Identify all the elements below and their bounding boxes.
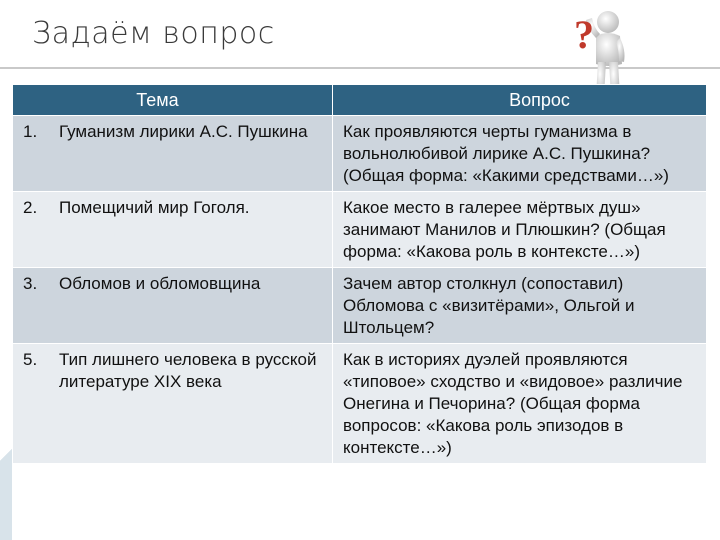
header-topic: Тема — [13, 85, 333, 116]
table-header-row — [13, 85, 707, 116]
header-question: Вопрос — [333, 85, 707, 116]
topics-table — [12, 84, 707, 464]
row-number: 2. — [23, 198, 38, 217]
topic-cell — [13, 116, 333, 192]
page-title: Задаём вопрос — [32, 16, 275, 51]
question-cell: Как проявляются черты гуманизма в вольнолюбивой лирике А.С. Пушкина? (Общая форма: «Какими средствами…») — [333, 116, 707, 192]
topic-text: Помещичий мир Гоголя. — [59, 198, 250, 217]
topic-text: Обломов и обломовщина — [59, 274, 261, 293]
question-cell: Как в историях дуэлей проявляются «типовое» сходство и «видовое» различие Онегина и Печорина? (Общая форма вопросов: «Какова роль эпизодов в контексте…») — [333, 344, 707, 464]
table-row — [13, 268, 707, 344]
topic-cell — [13, 268, 333, 344]
row-number: 3. — [23, 274, 38, 293]
row-number: 5. — [23, 350, 38, 369]
topic-cell — [13, 192, 333, 268]
topic-cell — [13, 344, 333, 464]
table-row — [13, 344, 707, 464]
topic-text: Тип лишнего человека в русской литературе XIX века — [59, 350, 317, 391]
question-cell: Какое место в галерее мёртвых душ» занимают Манилов и Плюшкин? (Общая форма: «Какова роль в контексте…») — [333, 192, 707, 268]
table-row — [13, 192, 707, 268]
topic-text: Гуманизм лирики А.С. Пушкина — [59, 122, 308, 141]
table-row — [13, 116, 707, 192]
row-number: 1. — [23, 122, 38, 141]
svg-text:?: ? — [574, 12, 594, 57]
question-cell: Зачем автор столкнул (сопоставил) Обломова с «визитёрами», Ольгой и Штольцем? — [333, 268, 707, 344]
decorative-accent — [0, 400, 12, 540]
